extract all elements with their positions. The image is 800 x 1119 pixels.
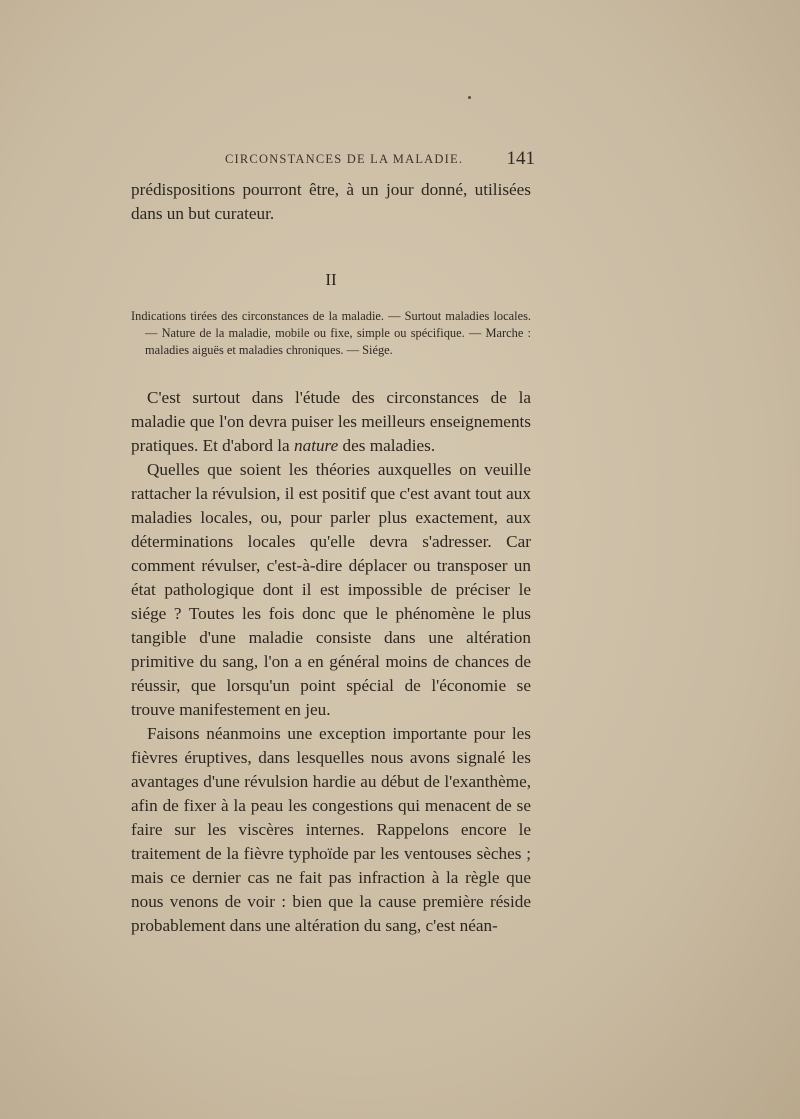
paragraph-1-end: des maladies.	[338, 436, 436, 455]
emphasis-nature: nature	[294, 436, 339, 455]
paragraph-1	[131, 386, 531, 458]
body-text	[131, 386, 531, 938]
opening-paragraph	[131, 178, 531, 226]
section-number: II	[325, 270, 337, 289]
page-number: 141	[506, 148, 535, 169]
section-summary-text: Indications tirées des circonstances de la maladie. — Surtout maladies locales. — Nature de la maladie, mobile ou fixe, simple ou spécifique. — Marche : maladies aiguës et maladies chroniques. — Siége.	[131, 309, 531, 357]
page-header	[225, 148, 535, 170]
opening-text: prédispositions pourront être, à un jour donné, utilisées dans un but curateur.	[131, 180, 531, 223]
running-title: CIRCONSTANCES DE LA MALADIE.	[225, 152, 464, 166]
paragraph-2: Quelles que soient les théories auxquelles on veuille rattacher la révulsion, il est positif que c'est avant tout aux maladies locales, ou, pour parler plus exactement, aux déterminations locales qu'elle devra s'adresser. Car comment révulser, c'est-à-dire déplacer ou transposer un état pathologique dont il est impossible de préciser le siége ? Toutes les fois donc que le phénomène le plus tangible d'une maladie consiste dans une altération primitive du sang, l'on a en général moins de chances de réussir, que lorsqu'un point spécial de l'économie se trouve manifestement en jeu.	[131, 460, 531, 719]
section-summary	[131, 308, 531, 359]
paragraph-3: Faisons néanmoins une exception importante pour les fièvres éruptives, dans lesquelles nous avons signalé les avantages d'une révulsion hardie au début de l'exanthème, afin de fixer à la peau les congestions qui menacent de se faire sur les viscères internes. Rappelons encore le traitement de la fièvre typhoïde par les ventouses sèches ; mais ce dernier cas ne fait pas infraction à la règle que nous venons de voir : bien que la cause première réside probablement dans une altération du sang, c'est néan-	[131, 724, 531, 935]
paragraph-1-start: C'est surtout dans l'étude des circonstances de la maladie que l'on devra puiser les meilleurs enseignements pratiques. Et d'abord la	[131, 388, 531, 455]
ink-speck	[468, 96, 471, 99]
